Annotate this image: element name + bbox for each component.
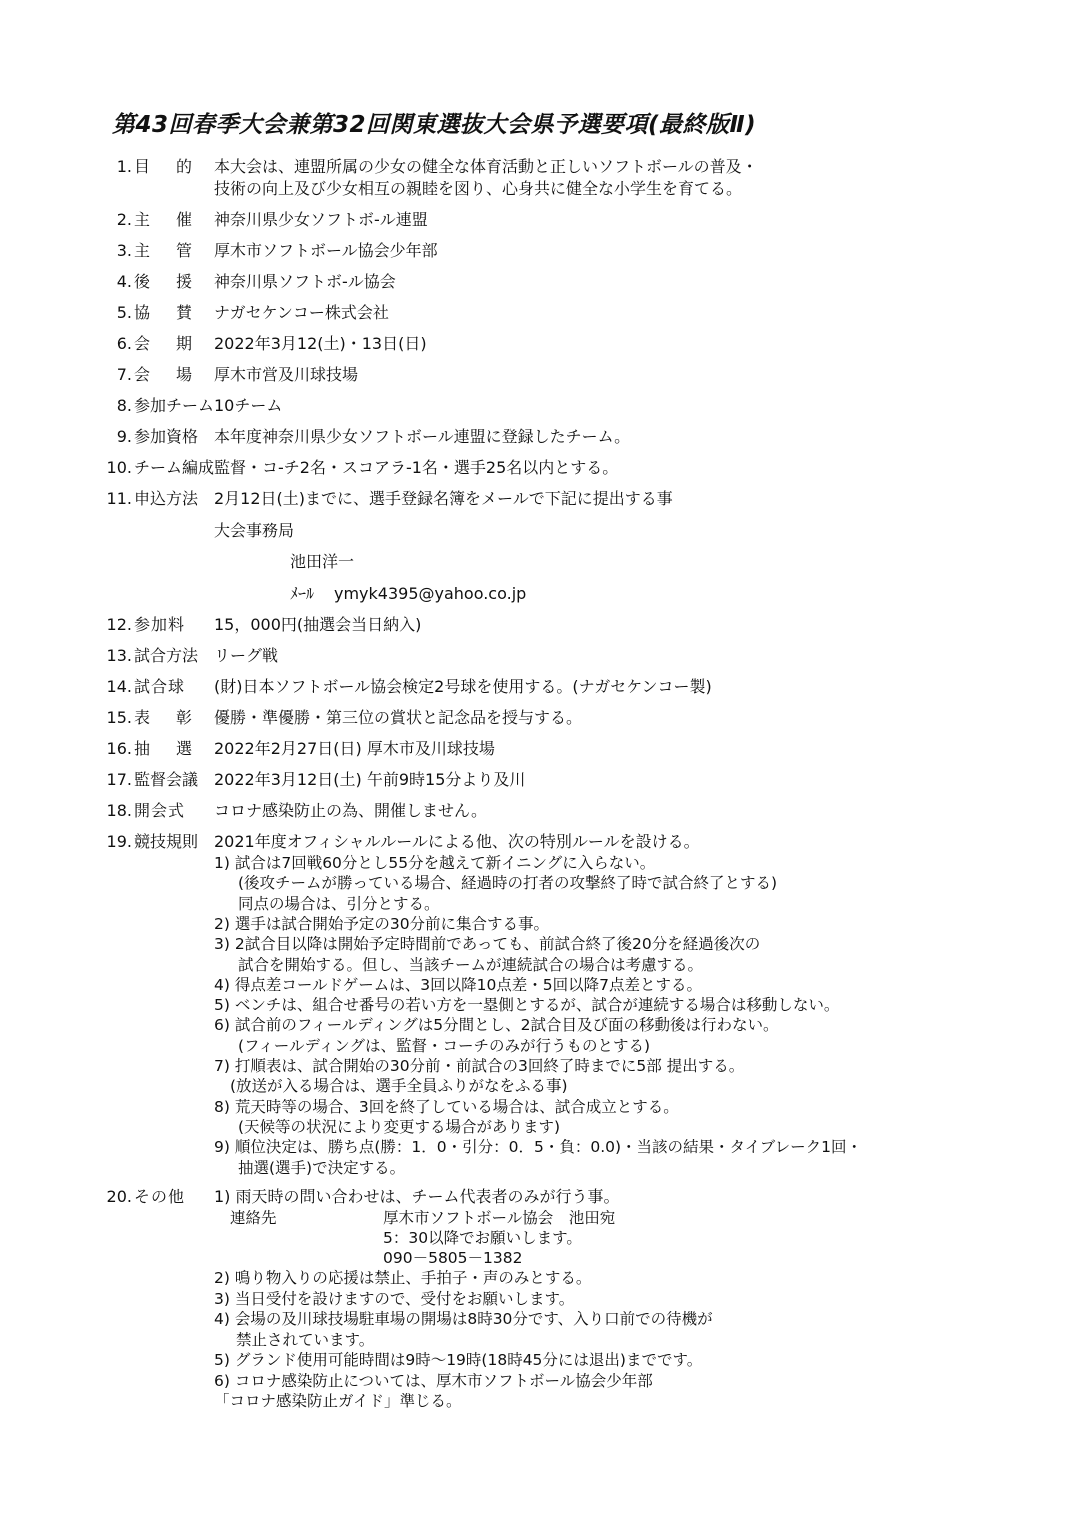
item-number: 16.: [106, 739, 132, 758]
item-row: [0, 239, 1076, 263]
other-note-line: 4) 会場の及川球技場駐車場の開場は8時30分です、入り口前での待機が: [214, 1310, 713, 1328]
item-value: 2月12日(土)までに、選手登録名簿をメールで下記に提出する事: [214, 489, 673, 508]
item-row: [0, 830, 1076, 854]
item-number: 1.: [116, 157, 132, 176]
item-label: [134, 830, 198, 854]
item-number: 8.: [116, 396, 132, 415]
other-note-line: 5) グランド使用可能時間は9時～19時(18時45分には退出)までです。: [214, 1351, 703, 1369]
rule-line: 7) 打順表は、試合開始の30分前・前試合の3回終了時までに5部 提出する。: [214, 1057, 745, 1075]
other-note-line: 「コロナ感染防止ガイド」準じる。: [214, 1392, 462, 1410]
item-value: 神奈川県ソフトボ-ル協会: [214, 272, 396, 291]
item-label-part: 目: [134, 157, 151, 176]
item-row: [0, 644, 1076, 668]
item-label-part: 会: [134, 334, 151, 353]
item-row: [0, 155, 1076, 198]
rule-line: 8) 荒天時等の場合、3回を終了している場合は、試合成立とする。: [214, 1097, 679, 1116]
item-label-part: 後: [134, 272, 151, 291]
rule-line: 4) 得点差コールドゲームは、3回以降10点差・5回以降7点差とする。: [214, 975, 703, 994]
item-label-part: 会: [150, 801, 167, 820]
item-label: [134, 239, 192, 263]
other-note-line: 禁止されています。: [236, 1330, 375, 1349]
item-value: 2022年2月27日(日) 厚木市及川球技場: [214, 739, 495, 758]
item-label: [134, 644, 198, 668]
item-number: 4.: [116, 272, 132, 291]
item-number: 3.: [116, 241, 132, 260]
item-label: [134, 613, 184, 637]
item-label-part: 管: [175, 241, 192, 260]
item-value: 優勝・準優勝・第三位の賞状と記念品を授与する。: [214, 708, 583, 727]
mail-label: ﾒｰﾙ: [290, 584, 315, 603]
application-person: 池田洋一: [290, 552, 355, 571]
item-row: [0, 1185, 1076, 1209]
rule-line: 5) ベンチは、組合せ番号の若い方を一塁側とするが、試合が連続する場合は移動しない。: [214, 996, 840, 1015]
item-value: (財)日本ソフトボール協会検定2号球を使用する。(ナガセケンコー製): [214, 677, 712, 696]
item-label: [134, 456, 214, 480]
item-label-part: 主: [134, 210, 151, 229]
item-label-part: チーム編成: [134, 458, 215, 477]
item-label-part: 協: [134, 303, 151, 322]
item-value: 2022年3月12日(土) 午前9時15分より及川: [214, 770, 526, 789]
item-number: 14.: [106, 677, 132, 696]
item-label-part: そ: [134, 1187, 151, 1206]
item-number: 17.: [106, 770, 132, 789]
item-row: [0, 456, 1076, 480]
item-row: [0, 332, 1076, 356]
item-value: 監督・コ-チ2名・スコアラ-1名・選手25名以内とする。: [214, 458, 619, 477]
item-value: 厚木市ソフトボール協会少年部: [214, 241, 438, 260]
rule-line: 6) 試合前のフィールディングは5分間とし、2試合目及び面の移動後は行わない。: [214, 1016, 779, 1035]
item-label-part: 的: [175, 157, 192, 176]
item-number: 19.: [106, 832, 132, 851]
rule-line: 9) 順位決定は、勝ち点(勝：1．0・引分：0．5・負：0.0)・当該の結果・タイブレーク1回・: [214, 1138, 862, 1157]
item-value-line: 本大会は、連盟所属の少女の健全な体育活動と正しいソフトボールの普及・: [214, 157, 758, 176]
item-number: 2.: [116, 210, 132, 229]
item-number: 15.: [106, 708, 132, 727]
item-row: [0, 706, 1076, 730]
item-label: [134, 332, 192, 356]
item-value: 10チーム: [214, 396, 283, 415]
item-value: リーグ戦: [214, 646, 279, 665]
item-label: [134, 270, 192, 294]
item-value: 2022年3月12(土)・13日(日): [214, 334, 427, 353]
item-label-part: 参加チーム: [134, 396, 215, 415]
item-label-part: 抽: [134, 739, 151, 758]
item-number: 11.: [106, 489, 132, 508]
item-value: コロナ感染防止の為、開催しません。: [214, 801, 487, 820]
item-label: [134, 737, 192, 761]
item-label-part: 試: [134, 677, 151, 696]
other-note-line: 2) 鳴り物入りの応援は禁止、手拍子・声のみとする。: [214, 1269, 592, 1287]
rule-line: (フィールディングは、監督・コーチのみが行うものとする): [238, 1036, 650, 1055]
item-label-part: 申込方法: [134, 489, 199, 508]
item-row: [0, 799, 1076, 823]
item-label-part: 球: [167, 677, 184, 696]
application-email: ymyk4395@yahoo.co.jp: [334, 584, 527, 603]
contact-phone: 090－5805－1382: [383, 1249, 523, 1267]
item-label-part: 場: [175, 365, 192, 384]
item-value: 神奈川県少女ソフトボ-ル連盟: [214, 210, 428, 229]
item-number: 10.: [106, 458, 132, 477]
item-row: [0, 270, 1076, 294]
item-row: [0, 425, 1076, 449]
item-label: [134, 799, 184, 823]
item-label-part: 期: [175, 334, 192, 353]
item-row: [0, 487, 1076, 511]
item-label-part: 他: [167, 1187, 184, 1206]
item-number: 20.: [106, 1187, 132, 1206]
item-label-part: 参: [134, 615, 151, 634]
item-row: [0, 363, 1076, 387]
item-label: [134, 706, 192, 730]
other-note-line: 6) コロナ感染防止については、厚木市ソフトボール協会少年部: [214, 1371, 653, 1390]
item-label: [134, 1185, 184, 1209]
item-value-line: 技術の向上及び少女相互の親睦を図り、心身共に健全な小学生を育てる。: [214, 179, 743, 198]
item-row: [0, 613, 1076, 637]
item-label-part: 賛: [175, 303, 192, 322]
item-label: [134, 768, 198, 792]
item-label-part: 援: [175, 272, 192, 291]
contact-org: 厚木市ソフトボール協会 池田宛: [383, 1209, 616, 1227]
item-label: [134, 425, 198, 449]
rule-line: 1) 試合は7回戦60分とし55分を越えて新イニングに入らない。: [214, 854, 656, 872]
item-label-part: 合: [150, 677, 167, 696]
item-value: 15，000円(抽選会当日納入): [214, 615, 422, 634]
item-number: 9.: [116, 427, 132, 446]
item-value: 厚木市営及川球技場: [214, 365, 359, 384]
item-label-part: 会: [134, 365, 151, 384]
rule-line: 3) 2試合目以降は開始予定時間前であっても、前試合終了後20分を経過後次の: [214, 935, 761, 954]
item-row: [0, 768, 1076, 792]
item-row: [0, 208, 1076, 232]
rule-line: (天候等の状況により変更する場合があります): [238, 1117, 561, 1136]
item-number: 13.: [106, 646, 132, 665]
rule-line: (後攻チームが勝っている場合、経過時の打者の攻撃終了時で試合終了とする): [238, 874, 778, 893]
item-value: ナガセケンコー株式会社: [214, 303, 389, 322]
rule-line: 抽選(選手)で決定する。: [238, 1158, 406, 1177]
item-label: [134, 487, 198, 511]
other-note-line: 3) 当日受付を設けますので、受付をお願いします。: [214, 1289, 575, 1308]
item-row: [0, 737, 1076, 761]
item-number: 6.: [116, 334, 132, 353]
application-office: 大会事務局: [214, 521, 295, 540]
item-label-part: 催: [175, 210, 192, 229]
item-label-part: 加: [150, 615, 167, 634]
item-label-part: 表: [134, 708, 151, 727]
rule-line: 2) 選手は試合開始予定の30分前に集合する事。: [214, 914, 550, 933]
item-label-part: 式: [167, 801, 184, 820]
item-label-part: 開: [134, 801, 151, 820]
rule-line: 同点の場合は、引分とする。: [238, 894, 440, 913]
item-label: [134, 363, 192, 387]
item-label: [134, 208, 192, 232]
item-label-part: 試合方法: [134, 646, 199, 665]
rule-line: (放送が入る場合は、選手全員ふりがなをふる事): [230, 1077, 568, 1096]
item-label: [134, 394, 214, 418]
contact-label: 連絡先: [230, 1209, 277, 1227]
item-label-part: 料: [167, 615, 184, 634]
item-label: [134, 301, 192, 325]
item-row: [0, 675, 1076, 699]
item-row: [0, 394, 1076, 418]
document-title: 第43回春季大会兼第32回関東選抜大会県予選要項(最終版Ⅱ): [112, 112, 757, 138]
item-label-part: 主: [134, 241, 151, 260]
item-number: 18.: [106, 801, 132, 820]
item-number: 12.: [106, 615, 132, 634]
item-label: [134, 155, 192, 179]
item-value: 2021年度オフィシャルルールによる他、次の特別ルールを設ける。: [214, 832, 700, 851]
item-value: 本年度神奈川県少女ソフトボール連盟に登録したチーム。: [214, 427, 631, 446]
item-label-part: 監督会議: [134, 770, 199, 789]
item-label-part: の: [150, 1187, 167, 1206]
item-number: 7.: [116, 365, 132, 384]
item-row: [0, 301, 1076, 325]
item-label-part: 競技規則: [134, 832, 199, 851]
contact-time: 5：30以降でお願いします。: [383, 1229, 582, 1247]
item-label-part: 彰: [175, 708, 192, 727]
rule-line: 試合を開始する。但し、当該チームが連続試合の場合は考慮する。: [238, 955, 704, 974]
item-value: 1) 雨天時の問い合わせは、チーム代表者のみが行う事。: [214, 1187, 620, 1206]
item-label: [134, 675, 184, 699]
item-label-part: 選: [175, 739, 192, 758]
item-number: 5.: [116, 303, 132, 322]
item-label-part: 参加資格: [134, 427, 199, 446]
